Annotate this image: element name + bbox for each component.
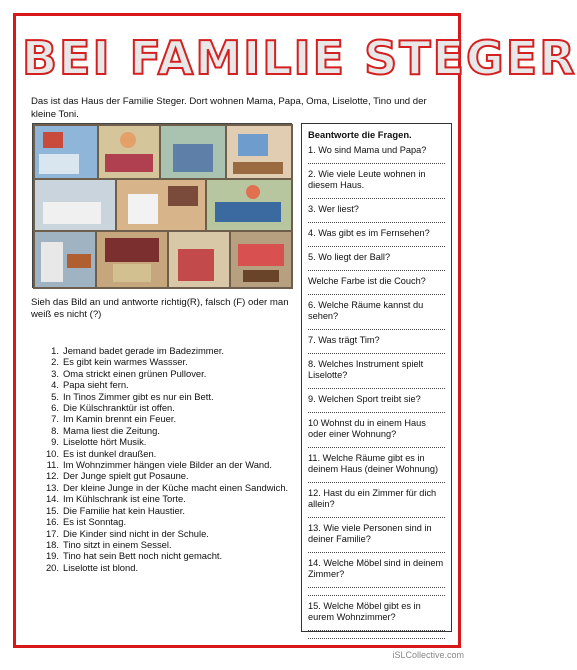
answer-line[interactable] xyxy=(308,191,445,199)
question-text: 2. Wie viele Leute wohnen in diesem Haus. xyxy=(308,169,426,190)
question-text: 1. Wo sind Mama und Papa? xyxy=(308,145,427,155)
answer-line[interactable] xyxy=(308,346,445,354)
statement-item xyxy=(45,345,295,356)
statement-number: 4. xyxy=(51,379,59,391)
answer-line[interactable] xyxy=(308,623,445,631)
statement-text: Der kleine Junge in der Küche macht einen Sandwich. xyxy=(63,481,289,493)
question-text: 6. Welche Räume kannst du sehen? xyxy=(308,300,424,321)
question-text: 13. Wie viele Personen sind in deiner Familie? xyxy=(308,523,432,544)
statement-text: Es ist dunkel draußen. xyxy=(63,447,157,459)
question-text: 10 Wohnst du in einem Haus oder einer Wohnung? xyxy=(308,418,426,439)
answer-line[interactable] xyxy=(308,440,445,448)
answer-line[interactable] xyxy=(308,215,445,223)
statement-item xyxy=(45,516,295,527)
answer-line[interactable] xyxy=(308,545,445,553)
statement-text: Mama liest die Zeitung. xyxy=(63,424,160,436)
statement-item xyxy=(45,448,295,459)
statement-number: 6. xyxy=(51,402,59,414)
question-item xyxy=(308,394,445,413)
house-cutaway-drawing xyxy=(33,124,293,289)
statement-number: 11. xyxy=(46,459,59,471)
question-item xyxy=(308,601,445,639)
statement-text: Liselotte hört Musik. xyxy=(63,436,147,448)
answer-line[interactable] xyxy=(308,510,445,518)
question-item xyxy=(308,558,445,596)
worksheet xyxy=(13,13,577,648)
question-item xyxy=(308,169,445,199)
answer-line[interactable] xyxy=(308,239,445,247)
statement-number: 10. xyxy=(45,447,59,459)
answer-line[interactable] xyxy=(308,588,445,596)
answer-line[interactable] xyxy=(308,580,445,588)
question-item xyxy=(308,204,445,223)
statement-number: 16. xyxy=(45,516,59,528)
statement-item xyxy=(45,493,295,504)
statement-text: In Tinos Zimmer gibt es nur ein Bett. xyxy=(63,390,214,402)
question-item xyxy=(308,300,445,330)
question-item xyxy=(308,359,445,389)
statement-item xyxy=(45,368,295,379)
statement-number: 12. xyxy=(45,470,59,482)
statement-item xyxy=(45,436,295,447)
statement-text: Die Külschranktür ist offen. xyxy=(63,402,175,414)
questions-heading: Beantworte die Fragen. xyxy=(308,129,412,140)
intro-text: Das ist das Haus der Familie Steger. Dort wohnen Mama, Papa, Oma, Liselotte, Tino und der kleine Toni. xyxy=(31,96,427,120)
statement-number: 9. xyxy=(51,436,59,448)
question-text: 12. Hast du ein Zimmer für dich allein? xyxy=(308,488,437,509)
statement-number: 19. xyxy=(45,550,59,562)
statement-text: Oma strickt einen grünen Pullover. xyxy=(63,367,207,379)
statement-text: Jemand badet gerade im Badezimmer. xyxy=(63,345,225,356)
answer-line[interactable] xyxy=(308,405,445,413)
statement-number: 8. xyxy=(51,424,59,436)
statement-item xyxy=(45,539,295,550)
question-item xyxy=(308,488,445,518)
statement-item xyxy=(45,379,295,390)
statement-number: 7. xyxy=(51,413,59,425)
question-text: 5. Wo liegt der Ball? xyxy=(308,252,391,262)
statement-number: 13. xyxy=(45,481,59,493)
statement-text: Im Kühlschrank ist eine Torte. xyxy=(63,493,186,505)
question-item xyxy=(308,276,445,295)
question-item xyxy=(308,523,445,553)
question-text: Welche Farbe ist die Couch? xyxy=(308,276,426,286)
answer-line[interactable] xyxy=(308,631,445,639)
answer-line[interactable] xyxy=(308,322,445,330)
statement-text: Es gibt kein warmes Wassser. xyxy=(63,356,188,368)
answer-line[interactable] xyxy=(308,475,445,483)
statement-number: 3. xyxy=(51,367,59,379)
statement-item xyxy=(45,528,295,539)
statement-list xyxy=(45,345,295,573)
statement-text: Tino sitzt in einem Sessel. xyxy=(63,538,172,550)
question-item xyxy=(308,335,445,354)
question-text: 4. Was gibt es im Fernsehen? xyxy=(308,228,430,238)
statement-item xyxy=(45,550,295,561)
question-text: 7. Was trägt Tim? xyxy=(308,335,380,345)
statement-number: 5. xyxy=(51,390,59,402)
answer-line[interactable] xyxy=(308,381,445,389)
statement-item xyxy=(45,459,295,470)
statement-number: 15. xyxy=(45,504,59,516)
statement-item xyxy=(45,425,295,436)
question-item xyxy=(308,453,445,483)
statement-text: Es ist Sonntag. xyxy=(63,516,127,528)
question-text: 8. Welches Instrument spielt Liselotte? xyxy=(308,359,424,380)
question-item xyxy=(308,228,445,247)
question-text: 11. Welche Räume gibt es in deinem Haus (deiner Wohnung) xyxy=(308,453,439,474)
statement-item xyxy=(45,402,295,413)
statement-text: Papa sieht fern. xyxy=(63,379,129,391)
statement-item xyxy=(45,562,295,573)
question-text: 3. Wer liest? xyxy=(308,204,359,214)
statement-text: Die Familie hat kein Haustier. xyxy=(63,504,185,516)
answer-line[interactable] xyxy=(308,287,445,295)
question-text: 14. Welche Möbel sind in deinem Zimmer? xyxy=(308,558,444,579)
statement-item xyxy=(45,482,295,493)
statement-number: 18. xyxy=(45,538,59,550)
question-item xyxy=(308,252,445,271)
house-illustration xyxy=(32,123,292,288)
question-text: 9. Welchen Sport treibt sie? xyxy=(308,394,421,404)
question-list xyxy=(308,145,445,639)
question-item xyxy=(308,418,445,448)
answer-line[interactable] xyxy=(308,156,445,164)
statement-number: 14. xyxy=(45,493,59,505)
statement-item xyxy=(45,391,295,402)
statement-text: Tino hat sein Bett noch nicht gemacht. xyxy=(63,550,223,562)
statement-text: Im Wohnzimmer hängen viele Bilder an der Wand. xyxy=(63,459,272,471)
statement-number: 20. xyxy=(45,561,59,573)
statement-number: 17. xyxy=(45,527,59,539)
statement-item xyxy=(45,505,295,516)
answer-line[interactable] xyxy=(308,263,445,271)
task-instruction: Sieh das Bild an und antworte richtig(R), falsch (F) oder man weiß es nicht (?) xyxy=(31,297,289,320)
question-text: 15. Welche Möbel gibt es in eurem Wohnzimmer? xyxy=(308,601,421,622)
statement-item xyxy=(45,356,295,367)
questions-box xyxy=(301,123,452,632)
question-item xyxy=(308,145,445,164)
footer-credit: iSLCollective.com xyxy=(392,650,464,660)
statement-item xyxy=(45,470,295,481)
statement-item xyxy=(45,413,295,424)
statement-number: 1. xyxy=(51,345,59,356)
statement-text: Liselotte ist blond. xyxy=(63,561,139,573)
statement-number: 2. xyxy=(51,356,59,368)
statement-text: Die Kinder sind nicht in der Schule. xyxy=(63,527,209,539)
statement-text: Im Kamin brennt ein Feuer. xyxy=(63,413,177,425)
worksheet-title: BEI FAMILIE STEGER xyxy=(22,31,577,85)
statement-text: Der Junge spielt gut Posaune. xyxy=(63,470,189,482)
